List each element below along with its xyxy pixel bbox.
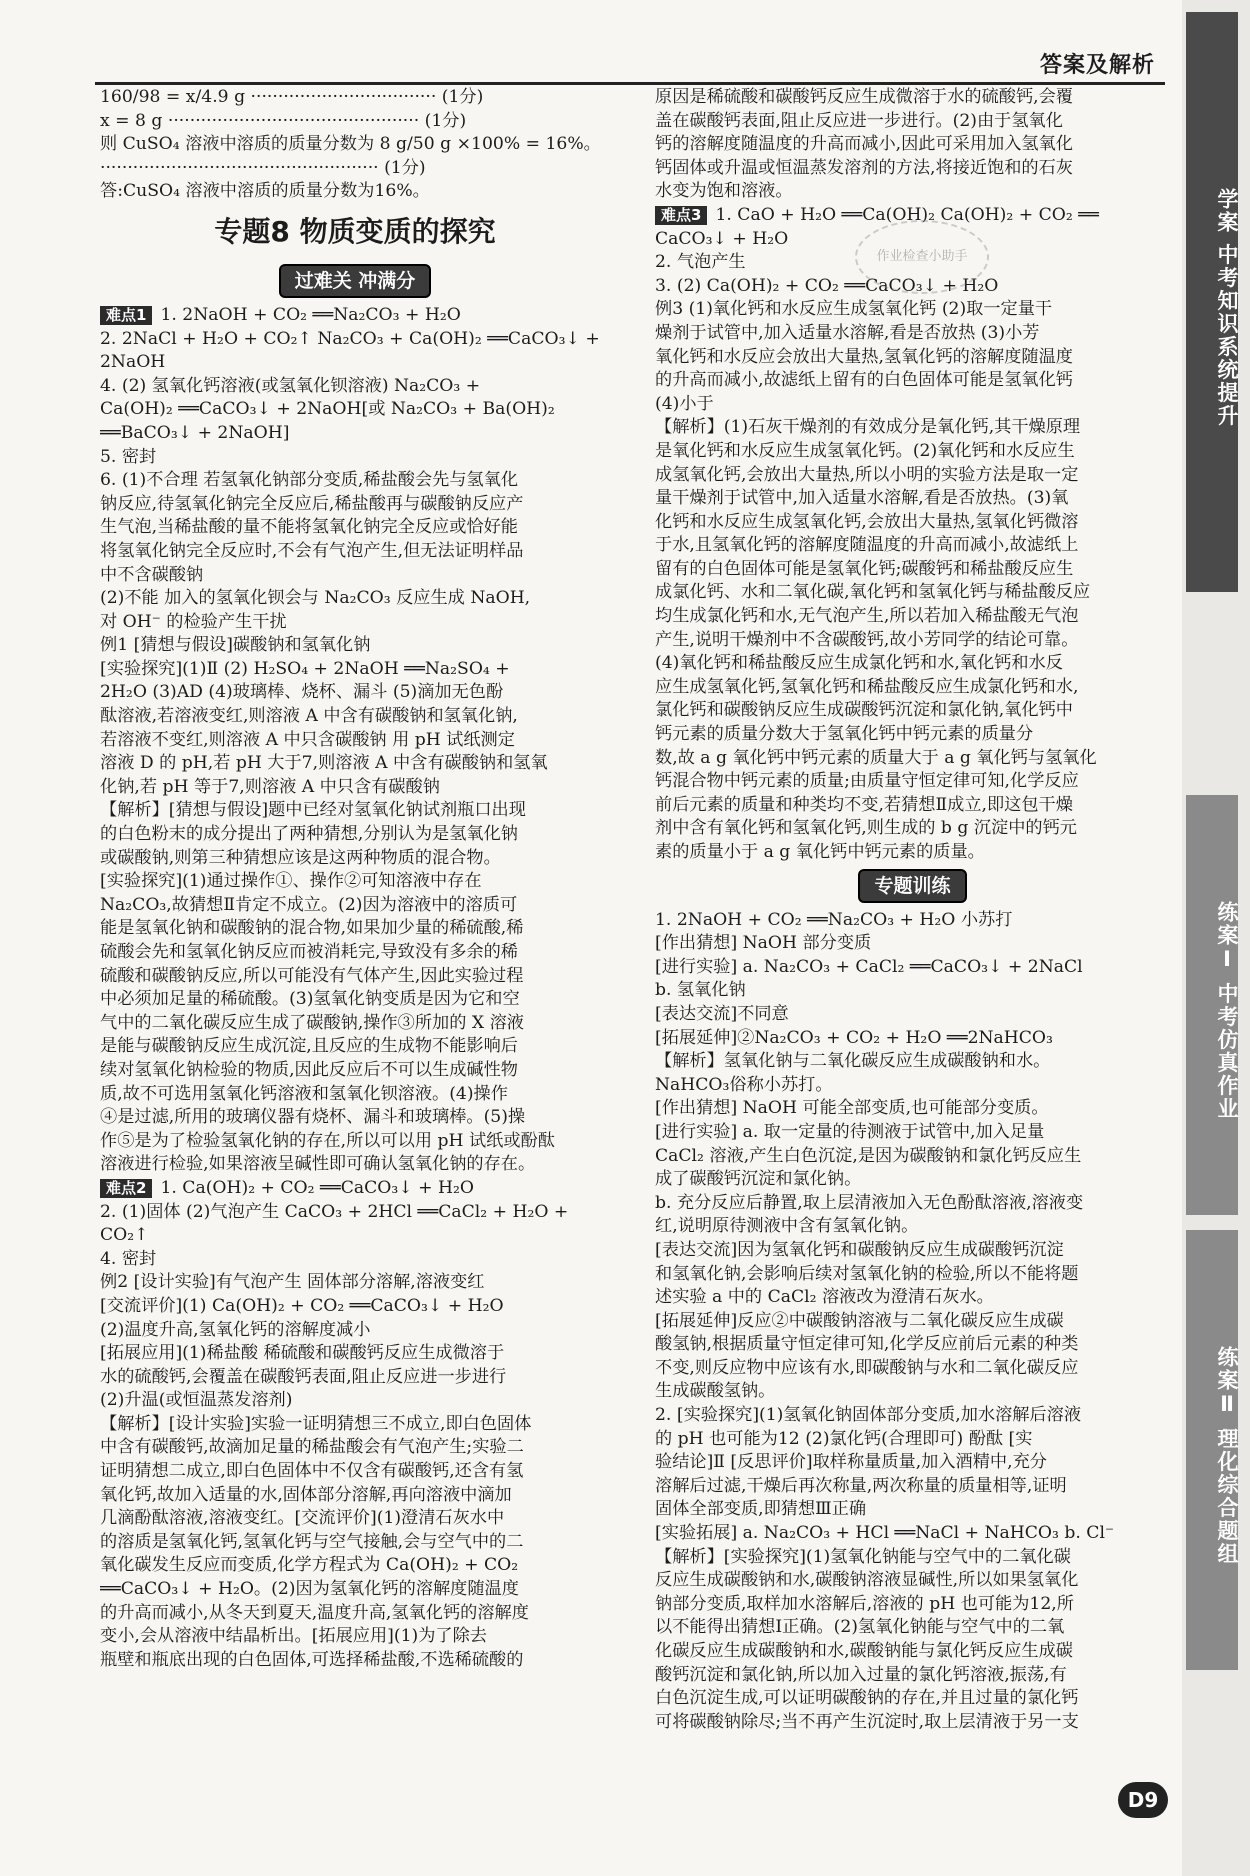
sidebar-tab-study[interactable]: 学案 中考知识系统提升 bbox=[1186, 12, 1238, 592]
text-line: [进行实验] a. Na₂CO₃ + CaCl₂ ══CaCO₃↓ + 2NaCl bbox=[655, 956, 1083, 977]
text-line: 将氢氧化钠完全反应时,不会有气泡产生,但无法证明样品 bbox=[100, 540, 524, 561]
text-line: 盖在碳酸钙表面,阻止反应进一步进行。(2)由于氢氧化 bbox=[655, 110, 1063, 131]
text-line: 化钙和水反应生成氢氧化钙,会放出大量热,氢氧化钙微溶 bbox=[655, 511, 1079, 532]
text-line: 钠反应,待氢氧化钠完全反应后,稀盐酸再与碳酸钠反应产 bbox=[100, 493, 524, 514]
text-line: 成氢氧化钙,会放出大量热,所以小明的实验方法是取一定 bbox=[655, 464, 1079, 485]
text-line: 几滴酚酞溶液,溶液变红。[交流评价](1)澄清石灰水中 bbox=[100, 1508, 505, 1529]
text-line: 酸氢钠,根据质量守恒定律可知,化学反应前后元素的种类 bbox=[655, 1334, 1079, 1355]
text-line: 中必须加足量的稀硫酸。(3)氢氧化钠变质是因为它和空 bbox=[100, 989, 520, 1010]
left-column bbox=[100, 86, 610, 1672]
text-line: 瓶壁和瓶底出现的白色固体,可选择稀盐酸,不选稀硫酸的 bbox=[100, 1649, 524, 1670]
text-line: 能是氢氧化钠和碳酸钠的混合物,如果加少量的稀硫酸,稀 bbox=[100, 918, 524, 939]
text-line: 质,故不可选用氢氧化钙溶液和氢氧化钡溶液。(4)操作 bbox=[100, 1083, 508, 1104]
text-line: 若溶液不变红,则溶液 A 中只含碳酸钠 用 pH 试纸测定 bbox=[100, 729, 515, 750]
text-line: 氧化碳发生反应而变质,化学方程式为 Ca(OH)₂ + CO₂ bbox=[100, 1555, 519, 1576]
text-line: [实验探究](1)Ⅱ (2) H₂SO₄ + 2NaOH ══Na₂SO₄ + bbox=[100, 658, 510, 679]
text-line: [实验拓展] a. Na₂CO₃ + HCl ══NaCl + NaHCO₃ b. Cl⁻ bbox=[655, 1523, 1115, 1544]
text-line: 中不含碳酸钠 bbox=[100, 564, 204, 585]
text-line: 成了碳酸钙沉淀和氯化钠。 bbox=[655, 1169, 862, 1190]
text-line: 是氧化钙和水反应生成氢氧化钙。(2)氧化钙和水反应生 bbox=[655, 440, 1075, 461]
text-line: b. 充分反应后静置,取上层清液加入无色酚酞溶液,溶液变 bbox=[655, 1192, 1084, 1213]
text-line: NaHCO₃俗称小苏打。 bbox=[655, 1074, 833, 1095]
text-line: 2. [实验探究](1)氢氧化钠固体部分变质,加水溶解后溶液 bbox=[655, 1405, 1082, 1426]
text-line: 钙固体或升温或恒温蒸发溶剂的方法,将接近饱和的石灰 bbox=[655, 157, 1073, 178]
text-line: 红,说明原待测液中含有氢氧化钠。 bbox=[655, 1216, 919, 1237]
section-banner: 专题训练 bbox=[655, 865, 1170, 909]
text-line: 酞溶液,若溶液变红,则溶液 A 中含有碳酸钠和氢氧化钠, bbox=[100, 706, 518, 727]
text-line: [实验探究](1)通过操作①、操作②可知溶液中存在 bbox=[100, 871, 482, 892]
text-line: Na₂CO₃,故猜想Ⅱ肯定不成立。(2)因为溶液中的溶质可 bbox=[100, 894, 518, 915]
text-line: 水变为饱和溶液。 bbox=[655, 181, 793, 202]
text-line: 氧化钙,故加入适量的水,固体部分溶解,再向溶液中滴加 bbox=[100, 1484, 512, 1505]
text-line: 述实验 a 中的 CaCl₂ 溶液改为澄清石灰水。 bbox=[655, 1287, 994, 1308]
text-line: 水的硫酸钙,会覆盖在碳酸钙表面,阻止反应进一步进行 bbox=[100, 1366, 507, 1387]
text-line: 化钠,若 pH 等于7,则溶液 A 中只含有碳酸钠 bbox=[100, 776, 440, 797]
text-line: 4. (2) 氢氧化钙溶液(或氢氧化钡溶液) Na₂CO₃ + bbox=[100, 375, 481, 396]
text-line: Ca(OH)₂ ══CaCO₃↓ + 2NaOH[或 Na₂CO₃ + Ba(OH)₂ bbox=[100, 399, 555, 420]
text-line: CO₂↑ bbox=[100, 1225, 149, 1246]
text-line: 气中的二氧化碳反应生成了碳酸钠,操作③所加的 X 溶液 bbox=[100, 1012, 524, 1033]
text-line: 例3 (1)氧化钙和水反应生成氢氧化钙 (2)取一定量干 bbox=[655, 299, 1053, 320]
text-line: 可将碳酸钠除尽;当不再产生沉淀时,取上层清液于另一支 bbox=[655, 1711, 1079, 1732]
header-divider bbox=[95, 82, 1165, 85]
text-line: CaCO₃↓ + H₂O bbox=[655, 228, 789, 249]
text-line: ④是过滤,所用的玻璃仪器有烧杯、漏斗和玻璃棒。(5)操 bbox=[100, 1107, 526, 1128]
text-line: 1. 2NaOH + CO₂ ══Na₂CO₃ + H₂O 小苏打 bbox=[655, 909, 1013, 930]
text-line: 溶液进行检验,如果溶液呈碱性即可确认氢氧化钠的存在。 bbox=[100, 1154, 536, 1175]
difficulty-tag: 难点2 bbox=[100, 1179, 152, 1198]
text-line: 原因是稀硫酸和碳酸钙反应生成微溶于水的硫酸钙,会覆 bbox=[655, 87, 1073, 107]
text-line: 续对氢氧化钠检验的物质,因此反应后不可以生成碱性物 bbox=[100, 1059, 518, 1080]
text-line: 则 CuSO₄ 溶液中溶质的质量分数为 8 g/50 g ×100% = 16%。 bbox=[100, 134, 601, 155]
text-line: 和氢氧化钠,会影响后续对氢氧化钠的检验,所以不能将题 bbox=[655, 1263, 1079, 1284]
text-line: 酸钙沉淀和氯化钠,所以加入过量的氯化钙溶液,振荡,有 bbox=[655, 1664, 1067, 1685]
text-line: 钠部分变质,取样加水溶解后,溶液的 pH 也可能为12,所 bbox=[655, 1593, 1074, 1614]
homework-stamp: 作业检查小助手 bbox=[855, 220, 989, 294]
difficulty-line: 难点3 1. CaO + H₂O ══Ca(OH)₂ Ca(OH)₂ + CO₂ ══ bbox=[655, 204, 1170, 228]
text-line: [表达交流]因为氢氧化钙和碳酸钠反应生成碳酸钙沉淀 bbox=[655, 1239, 1064, 1260]
text-line: 2. 气泡产生 bbox=[655, 252, 746, 273]
text-line: 【解析】(1)石灰干燥剂的有效成分是氧化钙,其干燥原理 bbox=[655, 417, 1081, 438]
text-line: 应生成氢氧化钙,氢氧化钙和稀盐酸反应生成氯化钙和水, bbox=[655, 676, 1079, 697]
text-line: [交流评价](1) Ca(OH)₂ + CO₂ ══CaCO₃↓ + H₂O bbox=[100, 1295, 504, 1316]
text-line: 或碳酸钠,则第三种猜想应该是这两种物质的混合物。 bbox=[100, 847, 501, 868]
text-line: 【解析】[设计实验]实验一证明猜想三不成立,即白色固体 bbox=[100, 1413, 532, 1434]
text-line: 5. 密封 bbox=[100, 446, 157, 467]
text-line: 例2 [设计实验]有气泡产生 固体部分溶解,溶液变红 bbox=[100, 1272, 485, 1293]
section-title: 专题8 物质变质的探究 bbox=[214, 214, 496, 248]
difficulty-line: 难点1 1. 2NaOH + CO₂ ══Na₂CO₃ + H₂O bbox=[100, 304, 610, 328]
text-line: ══BaCO₃↓ + 2NaOH] bbox=[100, 422, 290, 443]
section-banner: 过难关 冲满分 bbox=[100, 260, 610, 304]
text-line: 中含有碳酸钙,故滴加足量的稀盐酸会有气泡产生;实验二 bbox=[100, 1437, 524, 1458]
text-line: 不变,则反应物中应该有水,即碳酸钠与水和二氧化碳反应 bbox=[655, 1357, 1079, 1378]
text-line: [作出猜想] NaOH 部分变质 bbox=[655, 933, 872, 954]
right-column bbox=[655, 86, 1170, 1734]
text-line: (2)升温(或恒温蒸发溶剂) bbox=[100, 1390, 293, 1411]
text-line: [作出猜想] NaOH 可能全部变质,也可能部分变质。 bbox=[655, 1098, 1049, 1119]
text-line: 的 pH 也可能为12 (2)氯化钙(合理即可) 酚酞 [实 bbox=[655, 1428, 1033, 1449]
text-line: 160/98 = x/4.9 g ·································· (1分) bbox=[100, 87, 484, 107]
text-line: 6. (1)不合理 若氢氧化钠部分变质,稀盐酸会先与氢氧化 bbox=[100, 470, 519, 491]
text-line: 溶解后过滤,干燥后再次称量,两次称量的质量相等,证明 bbox=[655, 1475, 1067, 1496]
text-line: CaCl₂ 溶液,产生白色沉淀,是因为碳酸钠和氯化钙反应生 bbox=[655, 1145, 1082, 1166]
difficulty-line: 难点2 1. Ca(OH)₂ + CO₂ ══CaCO₃↓ + H₂O bbox=[100, 1177, 610, 1201]
text-line: 钙元素的质量分数大于氢氧化钙中钙元素的质量分 bbox=[655, 724, 1034, 745]
text-line: 证明猜想二成立,即白色固体中不仅含有碳酸钙,还含有氢 bbox=[100, 1461, 524, 1482]
text-line: 氧化钙和水反应会放出大量热,氢氧化钙的溶解度随温度 bbox=[655, 346, 1073, 367]
text-line: 3. (2) Ca(OH)₂ + CO₂ ══CaCO₃↓ + H₂O bbox=[655, 275, 999, 296]
page-number: D9 bbox=[1118, 1782, 1168, 1818]
text-line: 的白色粉末的成分提出了两种猜想,分别认为是氢氧化钠 bbox=[100, 824, 518, 845]
text-line: 验结论]Ⅱ [反思评价]取样称量质量,加入酒精中,充分 bbox=[655, 1452, 1047, 1473]
text-line: 【解析】[实验探究](1)氢氧化钠能与空气中的二氧化碳 bbox=[655, 1546, 1071, 1567]
text-line: 氯化钙和碳酸钠反应生成碳酸钙沉淀和氯化钠,氧化钙中 bbox=[655, 700, 1073, 721]
text-line: 成氯化钙、水和二氧化碳,氧化钙和氢氧化钙与稀盐酸反应 bbox=[655, 582, 1091, 603]
text-line: 【解析】氢氧化钠与二氧化碳反应生成碳酸钠和水。 bbox=[655, 1051, 1051, 1072]
text-line: (4)氧化钙和稀盐酸反应生成氯化钙和水,氧化钙和水反 bbox=[655, 653, 1063, 674]
text-line: 产生,说明干燥剂中不含碳酸钙,故小芳同学的结论可靠。 bbox=[655, 629, 1079, 650]
text-line: 白色沉淀生成,可以证明碳酸钠的存在,并且过量的氯化钙 bbox=[655, 1688, 1079, 1709]
text-line: 反应生成碳酸钠和水,碳酸钠溶液显碱性,所以如果氢氧化 bbox=[655, 1570, 1079, 1591]
sidebar-tab-practice-1[interactable]: 练案Ⅰ 中考仿真作业 bbox=[1186, 795, 1238, 1215]
text-line: 数,故 a g 氧化钙中钙元素的质量大于 a g 氧化钙与氢氧化 bbox=[655, 747, 1097, 768]
text-line: 前后元素的质量和种类均不变,若猜想Ⅱ成立,即这包干燥 bbox=[655, 794, 1073, 815]
text-line: b. 氢氧化钠 bbox=[655, 980, 746, 1001]
text-line: x = 8 g ·············································· (1分) bbox=[100, 110, 467, 131]
text-line: 固体全部变质,即猜想Ⅲ正确 bbox=[655, 1499, 867, 1520]
difficulty-tag: 难点3 bbox=[655, 206, 707, 225]
text-line: [表达交流]不同意 bbox=[655, 1003, 789, 1024]
text-line: 以不能得出猜想Ⅰ正确。(2)氢氧化钠能与空气中的二氧 bbox=[655, 1617, 1065, 1638]
text-line: 2H₂O (3)AD (4)玻璃棒、烧杯、漏斗 (5)滴加无色酚 bbox=[100, 682, 504, 703]
text-line: 素的质量小于 a g 氧化钙中钙元素的质量。 bbox=[655, 842, 985, 862]
text-line: 钙的溶解度随温度的升高而减小,因此可采用加入氢氧化 bbox=[655, 134, 1073, 155]
text-line: ══CaCO₃↓ + H₂O。(2)因为氢氧化钙的溶解度随温度 bbox=[100, 1579, 519, 1600]
text-line: 剂中含有氧化钙和氢氧化钙,则生成的 b g 沉淀中的钙元 bbox=[655, 818, 1077, 839]
text-line: 是能与碳酸钠反应生成沉淀,且反应的生成物不能影响后 bbox=[100, 1036, 518, 1057]
text-line: 燥剂于试管中,加入适量水溶解,看是否放热 (3)小芳 bbox=[655, 322, 1040, 343]
text-line: 于水,且氢氧化钙的溶解度随温度的升高而减小,故滤纸上 bbox=[655, 535, 1079, 556]
text-line: (4)小于 bbox=[655, 393, 714, 414]
text-line: [拓展延伸]②Na₂CO₃ + CO₂ + H₂O ══2NaHCO₃ bbox=[655, 1027, 1053, 1048]
text-line: 化碳反应生成碳酸钠和水,碳酸钠能与氯化钙反应生成碳 bbox=[655, 1641, 1073, 1661]
text-line: 生成碳酸氢钠。 bbox=[655, 1381, 776, 1402]
text-line: ··················································· (1分) bbox=[100, 157, 426, 178]
sidebar-tab-practice-2[interactable]: 练案Ⅱ 理化综合题组 bbox=[1186, 1230, 1238, 1670]
text-line: 答:CuSO₄ 溶液中溶质的质量分数为16%。 bbox=[100, 181, 430, 202]
text-line: 钙混合物中钙元素的质量;由质量守恒定律可知,化学反应 bbox=[655, 771, 1079, 792]
text-line: 例1 [猜想与假设]碳酸钠和氢氧化钠 bbox=[100, 635, 371, 656]
text-line: 【解析】[猜想与假设]题中已经对氢氧化钠试剂瓶口出现 bbox=[100, 800, 526, 821]
text-line: 量干燥剂于试管中,加入适量水溶解,看是否放热。(3)氧 bbox=[655, 488, 1069, 509]
text-line: 的溶质是氢氧化钙,氢氧化钙与空气接触,会与空气中的二 bbox=[100, 1531, 524, 1552]
text-line: 的升高而减小,从冬天到夏天,温度升高,氢氧化钙的溶解度 bbox=[100, 1602, 529, 1623]
text-line: 变小,会从溶液中结晶析出。[拓展应用](1)为了除去 bbox=[100, 1626, 487, 1647]
text-line: 均生成氯化钙和水,无气泡产生,所以若加入稀盐酸无气泡 bbox=[655, 606, 1079, 627]
text-line: 溶液 D 的 pH,若 pH 大于7,则溶液 A 中含有碳酸钠和氢氧 bbox=[100, 753, 548, 774]
text-line: 的升高而减小,故滤纸上留有的白色固体可能是氢氧化钙 bbox=[655, 370, 1073, 391]
difficulty-tag: 难点1 bbox=[100, 306, 152, 325]
text-line: [进行实验] a. 取一定量的待测液于试管中,加入足量 bbox=[655, 1121, 1045, 1142]
text-line: (2)不能 加入的氢氧化钡会与 Na₂CO₃ 反应生成 NaOH, bbox=[100, 588, 531, 609]
text-line: 对 OH⁻ 的检验产生干扰 bbox=[100, 611, 287, 632]
text-line: 硫酸会先和氢氧化钠反应而被消耗完,导致没有多余的稀 bbox=[100, 942, 518, 962]
text-line: 2. (1)固体 (2)气泡产生 CaCO₃ + 2HCl ══CaCl₂ + H₂O + bbox=[100, 1201, 569, 1222]
text-line: 2. 2NaCl + H₂O + CO₂↑ Na₂CO₃ + Ca(OH)₂ ══CaCO₃↓ + bbox=[100, 328, 600, 349]
text-line: 生气泡,当稀盐酸的量不能将氢氧化钠完全反应或恰好能 bbox=[100, 517, 518, 538]
text-line: (2)温度升高,氢氧化钙的溶解度减小 bbox=[100, 1319, 371, 1340]
header-title: 答案及解析 bbox=[1039, 53, 1155, 78]
text-line: 留有的白色固体可能是氢氧化钙;碳酸钙和稀盐酸反应生 bbox=[655, 558, 1074, 579]
text-line: 硫酸和碳酸钠反应,所以可能没有气体产生,因此实验过程 bbox=[100, 965, 524, 986]
text-line: 作⑤是为了检验氢氧化钠的存在,所以可以用 pH 试纸或酚酞 bbox=[100, 1130, 555, 1151]
text-line: [拓展延伸]反应②中碳酸钠溶液与二氧化碳反应生成碳 bbox=[655, 1310, 1064, 1331]
text-line: 2NaOH bbox=[100, 352, 166, 373]
text-line: [拓展应用](1)稀盐酸 稀硫酸和碳酸钙反应生成微溶于 bbox=[100, 1343, 505, 1364]
text-line: 4. 密封 bbox=[100, 1248, 157, 1269]
